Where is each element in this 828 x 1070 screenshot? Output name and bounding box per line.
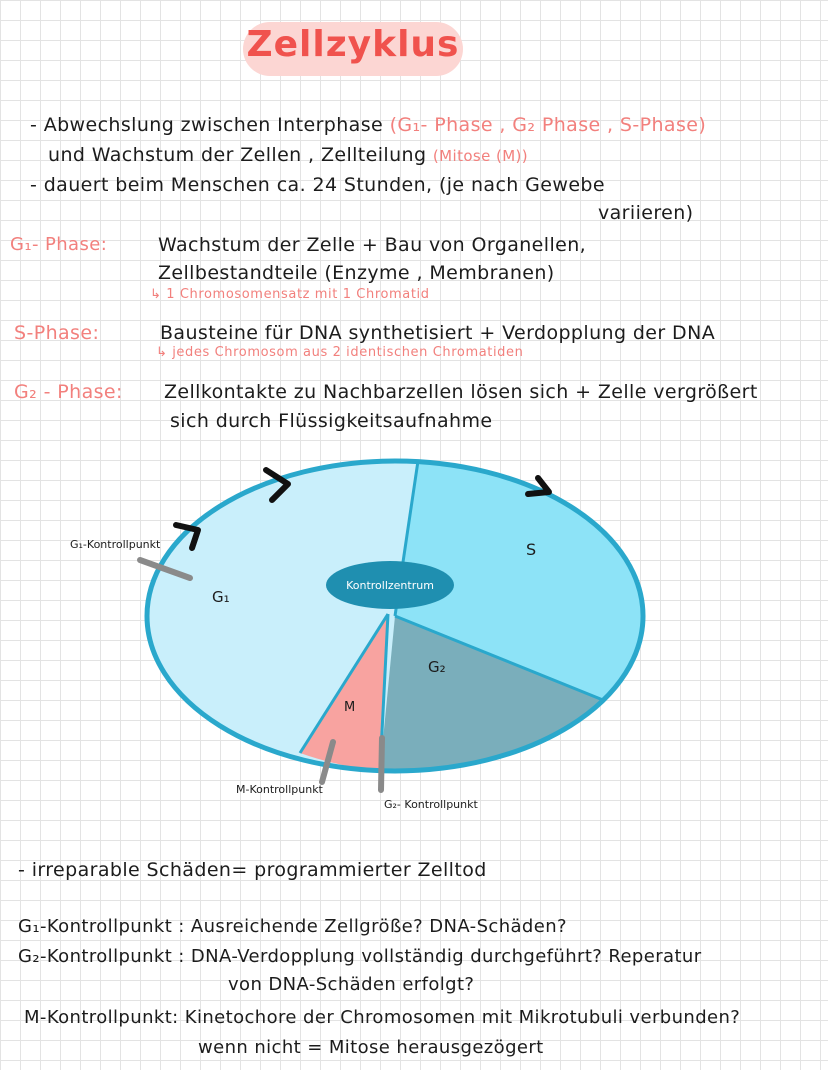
sector-s-label: S <box>526 540 537 559</box>
sector-g2-label: G₂ <box>428 658 446 676</box>
g1-checkpoint-label: G₁-Kontrollpunkt : <box>18 916 185 937</box>
g1-phase-note: ↳ 1 Chromosomensatz mit 1 Chromatid <box>150 287 430 302</box>
control-center-label: Kontrollzentrum <box>346 579 434 592</box>
cell-cycle-diagram <box>60 455 680 815</box>
g2-checkpoint-text-2: von DNA-Schäden erfolgt? <box>228 974 475 995</box>
sector-g1-label: G₁ <box>212 588 230 606</box>
g1-phase-label: G₁- Phase: <box>10 234 108 255</box>
intro-line-2-text: und Wachstum der Zellen , Zellteilung <box>48 144 427 166</box>
page-title: Zellzyklus <box>246 24 460 65</box>
s-phase-note: ↳ jedes Chromosom aus 2 identischen Chromatiden <box>156 345 524 360</box>
checkpoint-g2-label: G₂- Kontrollpunkt <box>384 798 478 811</box>
m-checkpoint-row <box>24 1007 740 1028</box>
g2-checkpoint-label: G₂-Kontrollpunkt : <box>18 946 185 967</box>
g1-checkpoint-text: Ausreichende Zellgröße? DNA-Schäden? <box>190 916 567 937</box>
g1-checkpoint-row <box>18 916 567 937</box>
g1-phase-line-2: Zellbestandteile (Enzyme , Membranen) <box>158 262 555 284</box>
g2-phase-line-2: sich durch Flüssigkeitsaufnahme <box>170 410 493 432</box>
g2-phase-label: G₂ - Phase: <box>14 381 123 403</box>
intro-line-1-text: - Abwechslung zwischen Interphase <box>30 114 384 136</box>
g2-checkpoint-row <box>18 946 702 967</box>
sector-m-label: M <box>344 700 356 715</box>
checkpoint-m-label: M-Kontrollpunkt <box>236 783 323 796</box>
s-phase-label: S-Phase: <box>14 322 100 344</box>
m-checkpoint-text: Kinetochore der Chromosomen mit Mikrotubuli verbunden? <box>184 1007 741 1028</box>
intro-line-1 <box>30 114 706 136</box>
g1-phase-line-1: Wachstum der Zelle + Bau von Organellen, <box>158 234 587 256</box>
intro-line-2-mitosis: (Mitose (M)) <box>432 147 529 165</box>
g2-checkpoint-text: DNA-Verdopplung vollständig durchgeführt? Reperatur <box>190 946 702 967</box>
intro-line-3: - dauert beim Menschen ca. 24 Stunden, (je nach Gewebe <box>30 174 605 196</box>
g2-phase-line-1: Zellkontakte zu Nachbarzellen lösen sich + Zelle vergrößert <box>164 381 758 403</box>
bottom-line-1: - irreparable Schäden= programmierter Zelltod <box>18 859 487 881</box>
s-phase-line-1: Bausteine für DNA synthetisiert + Verdopplung der DNA <box>160 322 716 344</box>
checkpoint-g1-label: G₁-Kontrollpunkt <box>70 538 161 551</box>
intro-line-1-phases: (G₁- Phase , G₂ Phase , S-Phase) <box>389 114 707 136</box>
checkpoint-g2-marker <box>381 738 382 790</box>
intro-line-2 <box>48 144 528 166</box>
m-checkpoint-label: M-Kontrollpunkt: <box>24 1007 179 1028</box>
intro-line-4: variieren) <box>598 202 694 224</box>
m-checkpoint-text-2: wenn nicht = Mitose herausgezögert <box>198 1037 544 1058</box>
